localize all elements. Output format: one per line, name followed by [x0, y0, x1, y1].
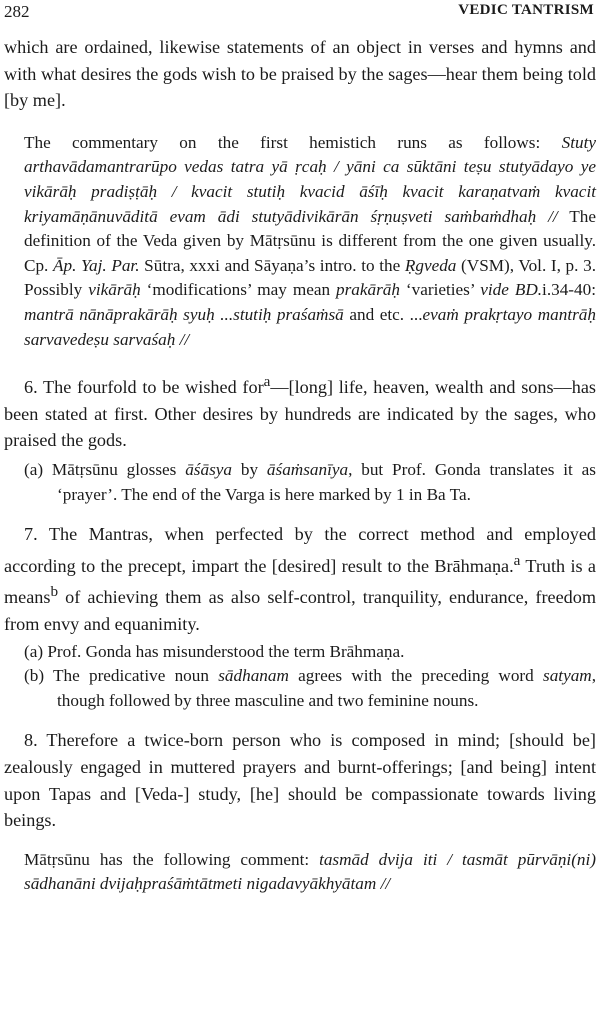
verse-6-translation: 6. The fourfold to be wished for$^a$—[long] life, heaven, wealth and sons—has been stated at first. Other desires by hundreds are indicated by the sages, who praised the gods. [4, 373, 596, 451]
verse-translation-continuation: which are ordained, likewise statements of an object in verses and hymns and with what desires the gods wish to be praised by the sages—hear them being told [by me]. [4, 37, 596, 111]
commentary-paragraph: The commentary on the first hemistich runs as follows: Stuty arthavādamantrarūpo vedas tatra yā ṛcaḥ / yāni ca sūktāni teṣu stutyādayo ye vikārāḥ pradiṣṭāḥ / kvacit stutiḥ kvacid āśīḥ kvacit karaṇatvaṁ kvacit kriyamāṇānuvāditā evam ādi stutyādivikārān śṛṇuṣveti saṁbaṁdhaḥ // The definition of the Veda given by Mātṛsūnu is different from the one given usually. Cp. Āp. Yaj. Par. Sūtra, xxxi and Sāyaṇa’s intro. to the Ṛgveda (VSM), Vol. I, p. 3. Possibly vikārāḥ ‘modifications’ may mean prakārāḥ ‘varieties’ vide BD.i.34-40: mantrā nānāprakārāḥ syuḥ ...stutiḥ praśaṁsā and etc. ...evaṁ prakṛtayo mantrāḥ sarvavedeṣu sarvaśaḥ // [24, 132, 596, 349]
page-number: 282 [4, 2, 30, 21]
running-head: VEDIC TANTRISM [458, 2, 594, 18]
footnote-7b: (b) The predicative noun sādhanam agrees with the preceding word satyam, though followed by three masculine and two feminine nouns. [24, 666, 597, 710]
page-header [4, 2, 594, 24]
verse-8-translation: 8. Therefore a twice-born person who is composed in mind; [should be] zealously engaged in muttered prayers and burnt-offerings; [and being] intent upon Tapas and [Veda-] study, [he] should be compassionate towards living beings. [4, 730, 596, 831]
commentary-verse-8: Mātṛsūnu has the following comment: tasmād dvija iti / tasmāt pūrvāṇi(ni) sādhanāni dvijaḥpraśāṁtātmeti nigadavyākhyātam // [24, 849, 597, 894]
footnote-7a: (a) Prof. Gonda has misunderstood the term Brāhmaṇa. [24, 641, 405, 661]
footnote-6a: (a) Mātṛsūnu glosses āśāsya by āśaṁsanīya, but Prof. Gonda translates it as ‘prayer’. The end of the Varga is here marked by 1 in Ba Ta. [24, 459, 596, 504]
body-text [4, 34, 596, 897]
verse-7-translation: 7. The Mantras, when perfected by the correct method and employed according to the precept, impart the [desired] result to the Brāhmaṇa.$^a$ Truth is a means$^b$ of achieving them as also self-control, tranquility, endurance, freedom from envy and equanimity. [4, 524, 596, 635]
